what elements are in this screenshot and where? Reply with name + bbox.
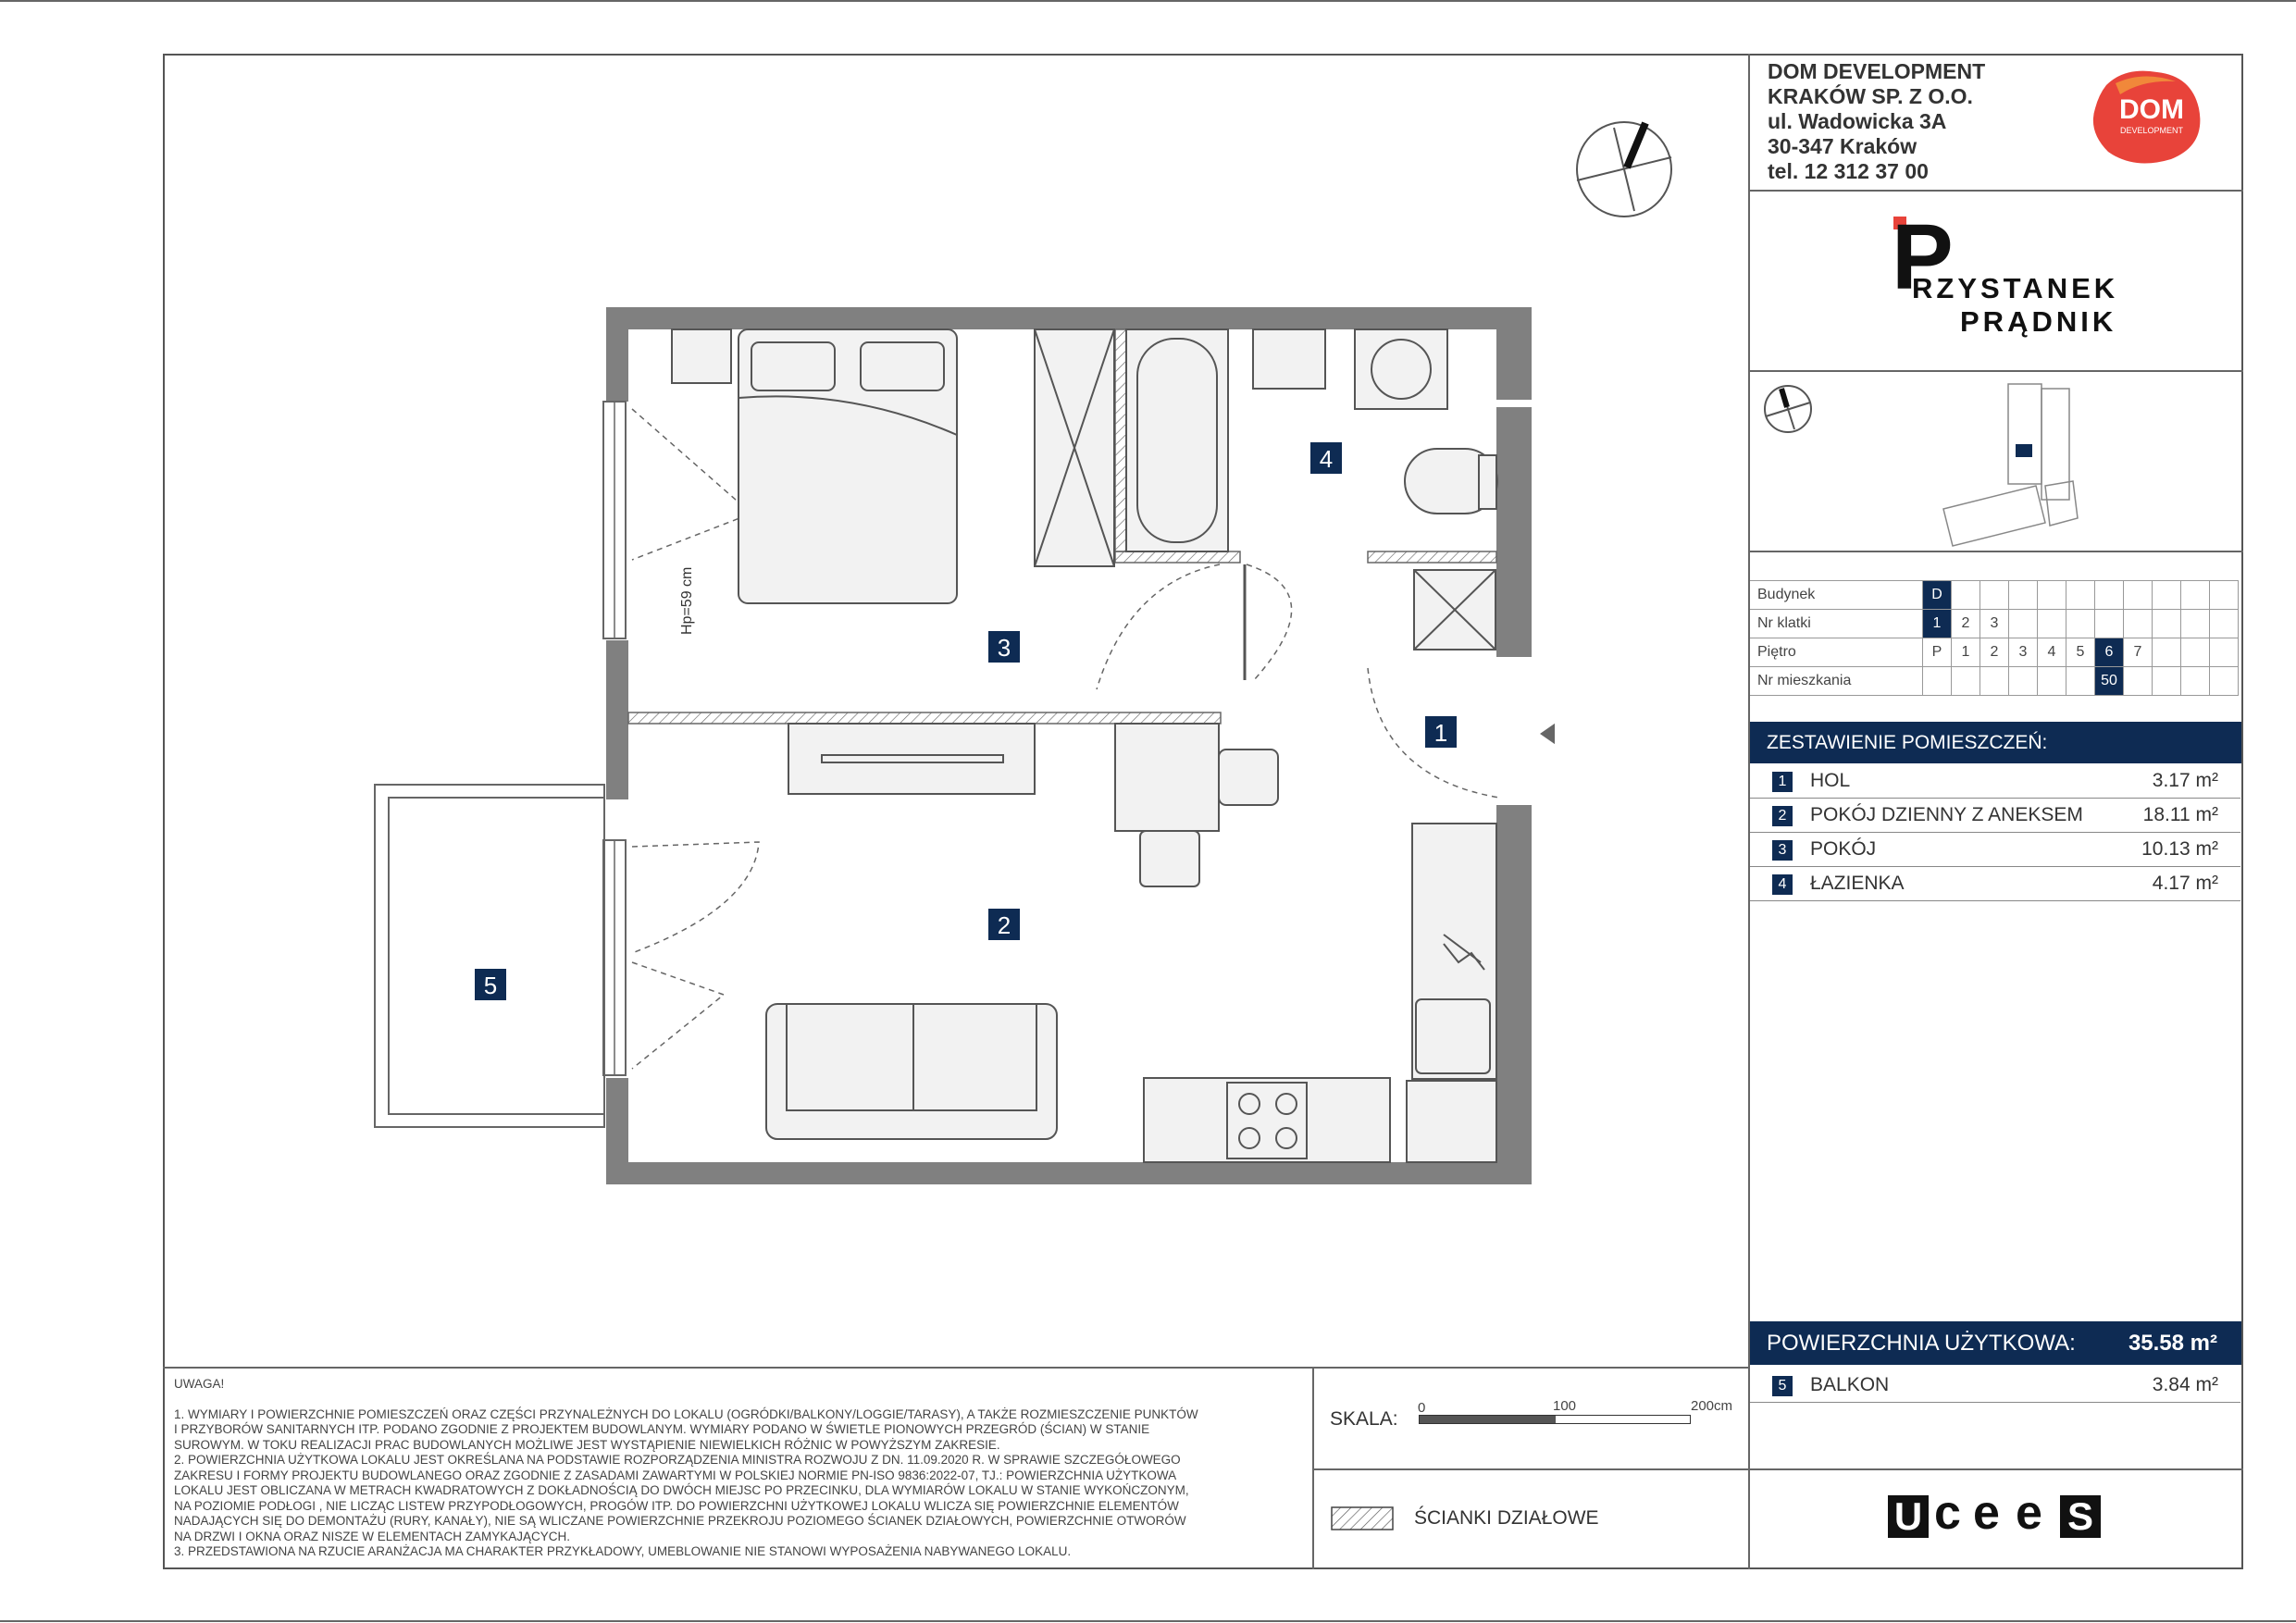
floor-plan-drawing: [361, 296, 1555, 1184]
info-cell: 50: [2095, 667, 2124, 696]
divider: [1748, 551, 2243, 552]
info-label: Piętro: [1750, 638, 1923, 667]
note-line: SUROWYM. W TOKU REALIZACJI PRAC BUDOWLANYCH MOŻLIWE JEST WYSTĄPIENIE NIEWIELKICH RÓŻNIC W POWYŻSZYM ZAKRESIE.: [174, 1437, 1000, 1452]
info-cell: [2009, 610, 2038, 638]
info-cell: D: [1923, 581, 1952, 610]
info-cell: [1952, 667, 1980, 696]
info-cell: 5: [2066, 638, 2095, 667]
info-cell: 3: [2009, 638, 2038, 667]
key-plan-drawing: [1758, 379, 2240, 551]
room-row: [1750, 799, 2240, 833]
info-cell: [2038, 581, 2066, 610]
info-cell: [2095, 610, 2124, 638]
info-cell: 6: [2095, 638, 2124, 667]
info-row-apartment: [1750, 667, 2239, 696]
room-label: 2: [997, 911, 1011, 939]
info-cell: [2210, 581, 2239, 610]
info-cell: [2009, 667, 2038, 696]
scale-label: SKALA:: [1330, 1408, 1398, 1430]
rooms-header-text: ZESTAWIENIE POMIESZCZEŃ:: [1767, 732, 2048, 753]
info-cell: [1923, 667, 1952, 696]
room-number: 5: [1772, 1376, 1793, 1396]
partition-legend-swatch: [1331, 1506, 1394, 1530]
info-cell: 2: [1952, 610, 1980, 638]
window-height-note: Hp=59 cm: [679, 566, 695, 635]
ucees-logo: [1888, 1486, 2110, 1543]
ucees-letter: e: [2016, 1486, 2042, 1540]
bottom-border: [0, 1620, 2296, 1622]
info-cell: [2181, 638, 2210, 667]
info-cell: [2210, 667, 2239, 696]
info-cell: [2009, 581, 2038, 610]
info-row-staircase: [1750, 610, 2239, 638]
room-area: 10.13 m²: [2141, 838, 2218, 860]
top-border: [0, 0, 2296, 2]
scale-tick-100: 100: [1553, 1398, 1577, 1414]
info-cell: [2153, 581, 2181, 610]
note-line: I PRZYBORÓW SANITARNYCH ITP. PODANO ZGODNIE Z PROJEKTEM BUDOWLANYM. WYMIARY PODANO W ŚWIETLE PIONOWYCH PRZEGRÓD (ŚCIAN) W STANIE: [174, 1422, 1150, 1436]
company-line: DOM DEVELOPMENT: [1768, 59, 1986, 83]
info-cell: [2210, 610, 2239, 638]
room-area: 18.11 m²: [2142, 804, 2218, 825]
room-number: 4: [1772, 874, 1793, 895]
info-cell: [2181, 581, 2210, 610]
room-number: 2: [1772, 806, 1793, 826]
room-label: 4: [1319, 445, 1334, 473]
info-cell: 4: [2038, 638, 2066, 667]
total-area-bar: [1750, 1321, 2241, 1365]
room-name: BALKON: [1810, 1374, 1890, 1395]
note-line: 1. WYMIARY I POWIERZCHNIE POMIESZCZEŃ ORAZ CZĘŚCI PRZYNALEŻNYCH DO LOKALU (OGRÓDKI/BALKONY/LOGGIE/TARASY), A TAKŻE ROZMIESZCZENIE PUNKTÓW: [174, 1406, 1198, 1421]
info-cell: [2181, 610, 2210, 638]
room-number: 3: [1772, 840, 1793, 861]
info-cell: [2124, 610, 2153, 638]
scale-bar-fill: [1420, 1416, 1556, 1423]
info-row-building: [1750, 581, 2239, 610]
room-area: 4.17 m²: [2152, 873, 2218, 894]
info-cell: [2038, 667, 2066, 696]
info-cell: [2124, 667, 2153, 696]
info-cell: P: [1923, 638, 1952, 667]
info-cell: [2095, 581, 2124, 610]
info-cell: 7: [2124, 638, 2153, 667]
divider: [1312, 1468, 1748, 1470]
project-logo: [1892, 205, 2119, 346]
info-cell: 2: [1980, 638, 2009, 667]
note-line: NADAJĄCYCH SIĘ DO DEMONTAŻU (RURY, KANAŁY), NIE SĄ WLICZANE POWIERZCHNIE PRZEKROJU POZIOMEGO ŚCIANEK DZIAŁOWYCH, POWIERZCHNIE OTWORÓW: [174, 1514, 1186, 1528]
rooms-header: [1750, 722, 2241, 763]
scale-bar: [1419, 1415, 1691, 1424]
company-address: [1768, 59, 1985, 184]
info-cell: [2038, 610, 2066, 638]
note-line: 3. PRZEDSTAWIONA NA RZUCIE ARANŻACJA MA CHARAKTER PRZYKŁADOWY, UMEBLOWANIE NIE STANOWI WYPOSAŻENIA NABYWANEGO LOKALU.: [174, 1544, 1072, 1558]
scale-tick-200: 200cm: [1691, 1398, 1733, 1414]
north-compass: [1573, 118, 1675, 220]
ucees-letter: e: [1973, 1486, 2000, 1540]
info-cell: [2066, 610, 2095, 638]
company-line: tel. 12 312 37 00: [1768, 159, 1929, 183]
note-line: UWAGA!: [174, 1377, 225, 1391]
note-line: ZAKRESU I FORMY PROJEKTU BUDOWLANEGO ORAZ ZGODNIE Z ZASADAMI ZAWARTYMI W POLSKIEJ NORMIE PN-ISO 9836:2022-07, TJ.: POWIERZCHNIA UŻYTKOWA: [174, 1468, 1177, 1482]
info-cell: 1: [1923, 610, 1952, 638]
room-name: POKÓJ DZIENNY Z ANEKSEM: [1810, 804, 2083, 825]
info-row-floor: [1750, 638, 2239, 667]
info-cell: [2210, 638, 2239, 667]
room-row: [1750, 764, 2240, 799]
company-line: 30-347 Kraków: [1768, 134, 1917, 158]
room-row: [1750, 833, 2240, 867]
room-number: 1: [1772, 772, 1793, 792]
room-area: 3.17 m²: [2152, 770, 2218, 791]
dom-logo-subtext: DEVELOPMENT: [2119, 126, 2183, 135]
info-label: Nr klatki: [1750, 610, 1923, 638]
room-row: [1750, 867, 2240, 901]
dom-development-logo: [2088, 67, 2208, 168]
note-line: NA POZIOMIE PODŁOGI , NIE LICZĄC LISTEW PRZYPODŁOGOWYCH, PROGÓW ITP. DO POWIERZCHNI UŻYTKOWEJ LOKALU WLICZA SIĘ POWIERZCHNIE ELEMENTÓW: [174, 1498, 1179, 1513]
room-label: 3: [997, 634, 1011, 662]
balcony-row: [1750, 1369, 2240, 1403]
info-cell: 3: [1980, 610, 2009, 638]
note-line: 2. POWIERZCHNIA UŻYTKOWA LOKALU JEST OKREŚLANA NA PODSTAWIE ROZPORZĄDZENIA MINISTRA ROZWOJU Z DN. 11.09.2020 R. W SPRAWIE SZCZEGÓŁOWEGO: [174, 1453, 1181, 1467]
ucees-letter: U: [1888, 1495, 1929, 1538]
total-area-label: POWIERZCHNIA UŻYTKOWA:: [1767, 1331, 2076, 1356]
info-cell: [2153, 638, 2181, 667]
info-label: Nr mieszkania: [1750, 667, 1923, 696]
room-area: 3.84 m²: [2152, 1374, 2218, 1395]
info-cell: [1980, 667, 2009, 696]
info-cell: [2153, 667, 2181, 696]
floor-plan: [361, 296, 1555, 1184]
divider: [1748, 1468, 2243, 1470]
room-label: 1: [1433, 719, 1448, 747]
info-cell: [1952, 581, 1980, 610]
room-name: POKÓJ: [1810, 838, 1877, 860]
dom-logo-text: DOM: [2119, 94, 2184, 125]
info-cell: [2066, 581, 2095, 610]
info-cell: [1980, 581, 2009, 610]
ucees-letter: S: [2060, 1495, 2101, 1538]
divider: [1748, 190, 2243, 192]
room-name: HOL: [1810, 770, 1851, 791]
info-cell: 1: [1952, 638, 1980, 667]
scale-tick-0: 0: [1418, 1400, 1426, 1416]
project-logo-line2: PRĄDNIK: [1960, 305, 2117, 338]
note-line: LOKALU JEST OBLICZANA W METRACH KWADRATOWYCH Z DOKŁADNOŚCIĄ DO DWÓCH MIEJSC PO PRZECINKU, DLA WYMIARÓW LOKALU W STANIE WYKOŃCZONYM,: [174, 1483, 1189, 1497]
total-area-value: 35.58 m²: [2128, 1331, 2217, 1356]
info-cell: [2066, 667, 2095, 696]
notes-block: [174, 1377, 1285, 1560]
key-plan: [1758, 379, 2240, 551]
company-line: ul. Wadowicka 3A: [1768, 109, 1947, 133]
room-label: 5: [483, 972, 498, 999]
info-cell: [2181, 667, 2210, 696]
partition-legend-label: ŚCIANKI DZIAŁOWE: [1414, 1507, 1599, 1529]
project-logo-initial: P: [1892, 205, 1954, 309]
divider: [1748, 370, 2243, 372]
ucees-letter: c: [1934, 1486, 1961, 1540]
info-label: Budynek: [1750, 581, 1923, 610]
company-line: KRAKÓW SP. Z O.O.: [1768, 84, 1973, 108]
project-logo-line1: RZYSTANEK: [1912, 272, 2119, 304]
room-name: ŁAZIENKA: [1810, 873, 1905, 894]
info-cell: [2153, 610, 2181, 638]
info-cell: [2124, 581, 2153, 610]
notes-divider: [163, 1367, 1748, 1369]
apartment-info-table: [1750, 580, 2239, 696]
note-line: NA DRZWI I OKNA ORAZ NISZE W ELEMENTACH ZAMYKAJĄCYCH.: [174, 1529, 571, 1543]
